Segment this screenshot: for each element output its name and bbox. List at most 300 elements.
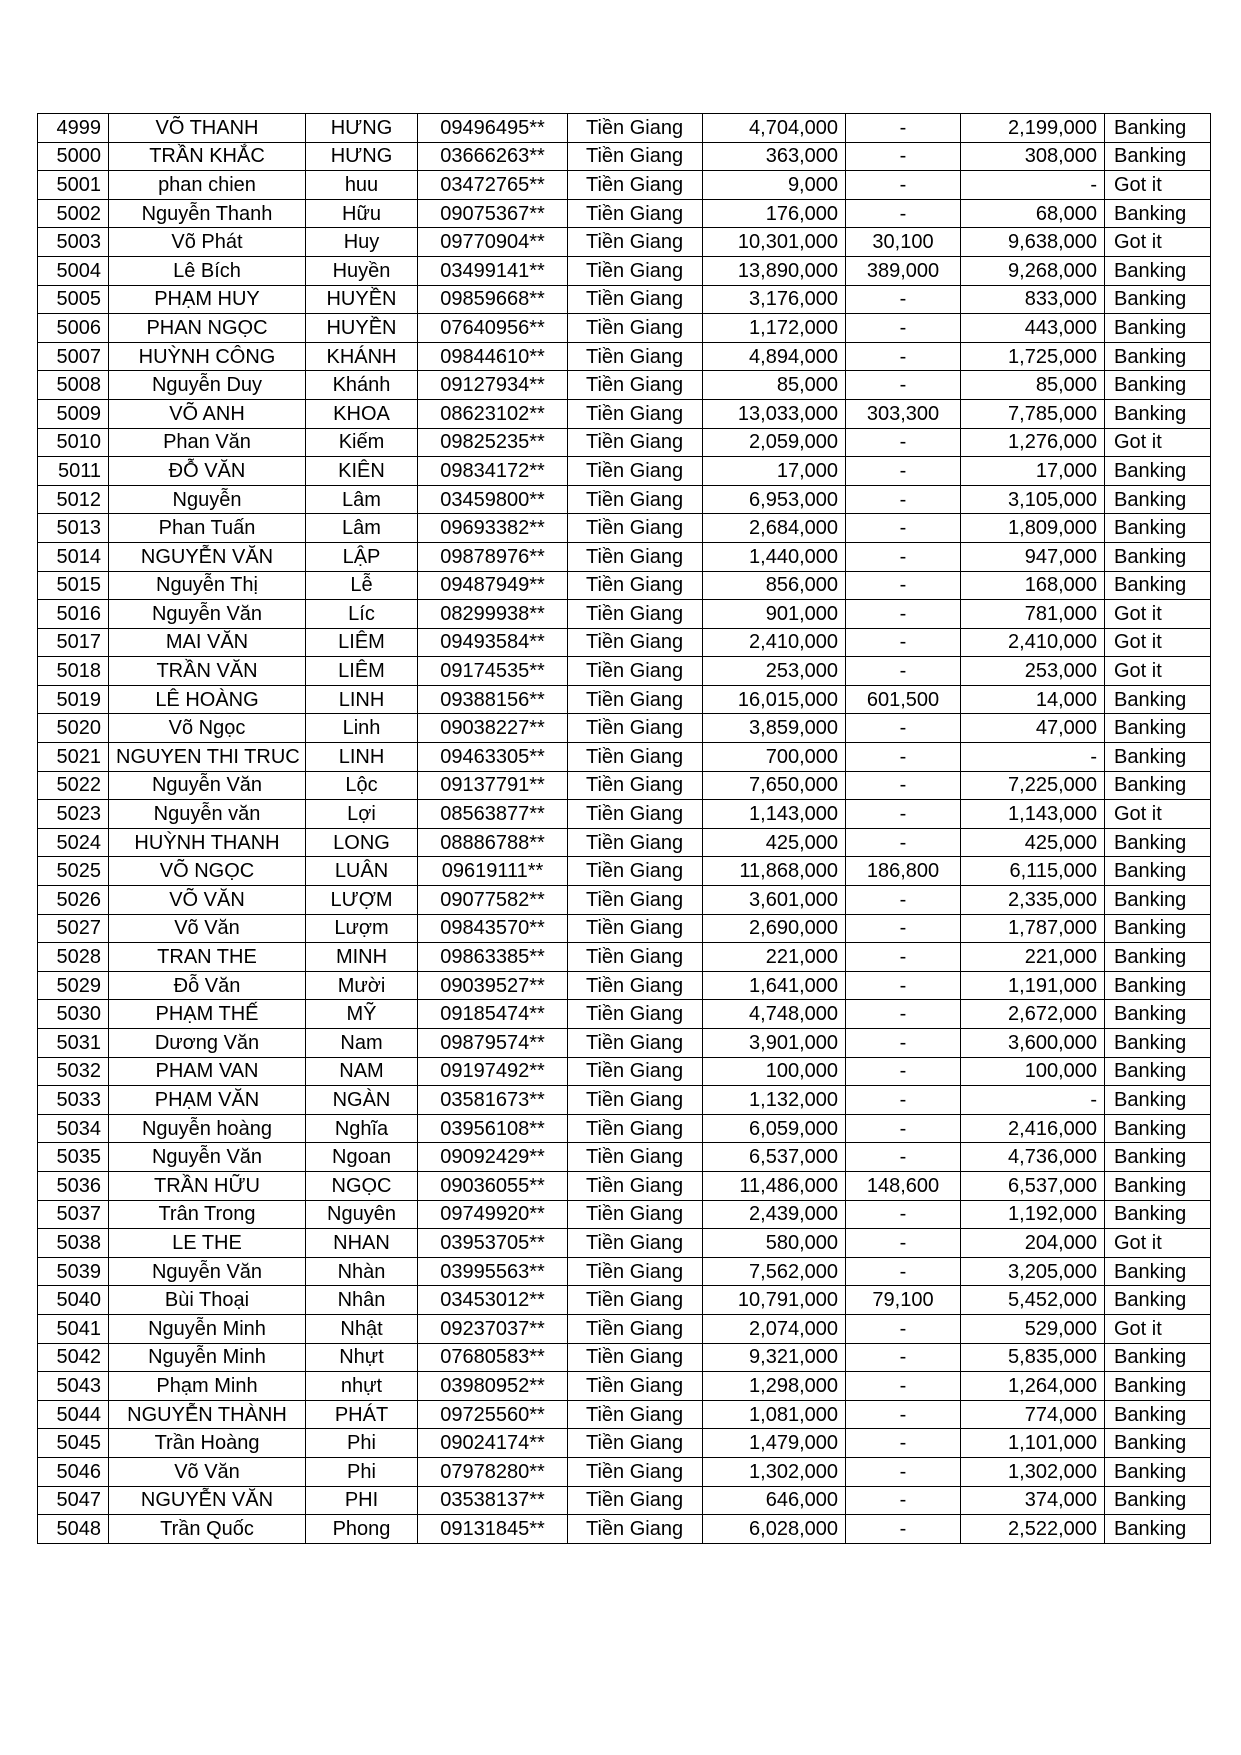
cell-last-name: Lê Bích bbox=[109, 256, 306, 285]
cell-amount-paid: 1,302,000 bbox=[961, 1457, 1105, 1486]
cell-id: 5038 bbox=[38, 1229, 109, 1258]
cell-first-name: Nghĩa bbox=[306, 1114, 418, 1143]
table-row bbox=[38, 199, 1211, 228]
cell-amount-paid: 1,809,000 bbox=[961, 514, 1105, 543]
cell-amount-paid: 204,000 bbox=[961, 1229, 1105, 1258]
cell-last-name: Võ Văn bbox=[109, 914, 306, 943]
cell-payment-method: Banking bbox=[1105, 399, 1211, 428]
cell-province: Tiền Giang bbox=[568, 685, 703, 714]
cell-id: 5004 bbox=[38, 256, 109, 285]
cell-phone: 09039527** bbox=[418, 971, 568, 1000]
cell-id: 5011 bbox=[38, 457, 109, 486]
cell-first-name: HƯNG bbox=[306, 142, 418, 171]
table-row bbox=[38, 285, 1211, 314]
cell-amount-total: 6,059,000 bbox=[703, 1114, 846, 1143]
cell-amount-deduction: - bbox=[846, 1314, 961, 1343]
cell-amount-paid: 2,672,000 bbox=[961, 1000, 1105, 1029]
cell-phone: 09075367** bbox=[418, 199, 568, 228]
cell-last-name: HUỲNH THANH bbox=[109, 828, 306, 857]
cell-phone: 09834172** bbox=[418, 457, 568, 486]
cell-payment-method: Banking bbox=[1105, 371, 1211, 400]
cell-phone: 09487949** bbox=[418, 571, 568, 600]
cell-last-name: PHAM VAN bbox=[109, 1057, 306, 1086]
cell-first-name: Huy bbox=[306, 228, 418, 257]
cell-last-name: Nguyễn hoàng bbox=[109, 1114, 306, 1143]
cell-amount-paid: 1,192,000 bbox=[961, 1200, 1105, 1229]
cell-payment-method: Banking bbox=[1105, 971, 1211, 1000]
cell-id: 5024 bbox=[38, 828, 109, 857]
cell-first-name: Mười bbox=[306, 971, 418, 1000]
cell-first-name: LUÂN bbox=[306, 857, 418, 886]
cell-amount-total: 3,901,000 bbox=[703, 1029, 846, 1058]
cell-amount-total: 2,684,000 bbox=[703, 514, 846, 543]
cell-first-name: Khánh bbox=[306, 371, 418, 400]
cell-amount-deduction: - bbox=[846, 886, 961, 915]
table-row bbox=[38, 371, 1211, 400]
cell-phone: 08299938** bbox=[418, 600, 568, 629]
cell-phone: 09463305** bbox=[418, 743, 568, 772]
cell-first-name: Lâm bbox=[306, 485, 418, 514]
cell-last-name: Võ Văn bbox=[109, 1457, 306, 1486]
table-row bbox=[38, 256, 1211, 285]
cell-id: 5045 bbox=[38, 1429, 109, 1458]
cell-payment-method: Banking bbox=[1105, 485, 1211, 514]
cell-payment-method: Banking bbox=[1105, 571, 1211, 600]
table-row bbox=[38, 943, 1211, 972]
cell-id: 5022 bbox=[38, 771, 109, 800]
table-row bbox=[38, 657, 1211, 686]
cell-amount-paid: - bbox=[961, 171, 1105, 200]
table-row bbox=[38, 1029, 1211, 1058]
table-row bbox=[38, 743, 1211, 772]
table-row bbox=[38, 399, 1211, 428]
cell-payment-method: Banking bbox=[1105, 285, 1211, 314]
cell-last-name: Trần Hoàng bbox=[109, 1429, 306, 1458]
cell-last-name: PHẠM THẾ bbox=[109, 1000, 306, 1029]
cell-amount-total: 6,537,000 bbox=[703, 1143, 846, 1172]
cell-first-name: Hữu bbox=[306, 199, 418, 228]
cell-id: 5034 bbox=[38, 1114, 109, 1143]
cell-first-name: HUYỀN bbox=[306, 314, 418, 343]
cell-province: Tiền Giang bbox=[568, 828, 703, 857]
cell-id: 5012 bbox=[38, 485, 109, 514]
cell-amount-total: 6,953,000 bbox=[703, 485, 846, 514]
cell-last-name: NGUYEN THI TRUC bbox=[109, 743, 306, 772]
cell-payment-method: Banking bbox=[1105, 256, 1211, 285]
cell-first-name: Nguyên bbox=[306, 1200, 418, 1229]
cell-amount-deduction: 148,600 bbox=[846, 1171, 961, 1200]
cell-phone: 03581673** bbox=[418, 1086, 568, 1115]
cell-phone: 03538137** bbox=[418, 1486, 568, 1515]
cell-amount-total: 856,000 bbox=[703, 571, 846, 600]
cell-first-name: Phi bbox=[306, 1457, 418, 1486]
cell-amount-paid: 529,000 bbox=[961, 1314, 1105, 1343]
table-row bbox=[38, 1257, 1211, 1286]
cell-amount-paid: 1,787,000 bbox=[961, 914, 1105, 943]
cell-first-name: Huyền bbox=[306, 256, 418, 285]
cell-province: Tiền Giang bbox=[568, 285, 703, 314]
cell-payment-method: Banking bbox=[1105, 1200, 1211, 1229]
cell-province: Tiền Giang bbox=[568, 399, 703, 428]
cell-payment-method: Banking bbox=[1105, 199, 1211, 228]
cell-id: 5026 bbox=[38, 886, 109, 915]
cell-last-name: VÕ ANH bbox=[109, 399, 306, 428]
cell-amount-total: 13,033,000 bbox=[703, 399, 846, 428]
cell-amount-total: 17,000 bbox=[703, 457, 846, 486]
cell-amount-total: 2,074,000 bbox=[703, 1314, 846, 1343]
cell-province: Tiền Giang bbox=[568, 1429, 703, 1458]
cell-amount-total: 4,704,000 bbox=[703, 114, 846, 143]
cell-amount-paid: 947,000 bbox=[961, 542, 1105, 571]
cell-first-name: Lượm bbox=[306, 914, 418, 943]
table-row bbox=[38, 800, 1211, 829]
cell-last-name: MAI VĂN bbox=[109, 628, 306, 657]
cell-amount-total: 7,650,000 bbox=[703, 771, 846, 800]
cell-province: Tiền Giang bbox=[568, 657, 703, 686]
cell-amount-total: 11,868,000 bbox=[703, 857, 846, 886]
cell-first-name: PHI bbox=[306, 1486, 418, 1515]
cell-province: Tiền Giang bbox=[568, 743, 703, 772]
cell-phone: 09879574** bbox=[418, 1029, 568, 1058]
cell-first-name: NGỌC bbox=[306, 1171, 418, 1200]
cell-amount-paid: 2,335,000 bbox=[961, 886, 1105, 915]
cell-phone: 09749920** bbox=[418, 1200, 568, 1229]
cell-first-name: LIÊM bbox=[306, 657, 418, 686]
cell-amount-deduction: - bbox=[846, 1229, 961, 1258]
cell-province: Tiền Giang bbox=[568, 457, 703, 486]
table-row bbox=[38, 828, 1211, 857]
cell-phone: 03953705** bbox=[418, 1229, 568, 1258]
cell-payment-method: Got it bbox=[1105, 1229, 1211, 1258]
cell-phone: 09770904** bbox=[418, 228, 568, 257]
cell-payment-method: Banking bbox=[1105, 1343, 1211, 1372]
cell-province: Tiền Giang bbox=[568, 1114, 703, 1143]
cell-amount-total: 6,028,000 bbox=[703, 1515, 846, 1544]
table-row bbox=[38, 600, 1211, 629]
table-row bbox=[38, 1114, 1211, 1143]
cell-amount-paid: 3,600,000 bbox=[961, 1029, 1105, 1058]
cell-id: 5036 bbox=[38, 1171, 109, 1200]
cell-last-name: Nguyễn Văn bbox=[109, 1143, 306, 1172]
cell-amount-paid: 774,000 bbox=[961, 1400, 1105, 1429]
cell-first-name: NAM bbox=[306, 1057, 418, 1086]
cell-first-name: LƯỢM bbox=[306, 886, 418, 915]
cell-amount-deduction: - bbox=[846, 485, 961, 514]
cell-payment-method: Banking bbox=[1105, 914, 1211, 943]
cell-amount-deduction: 601,500 bbox=[846, 685, 961, 714]
cell-first-name: Kiếm bbox=[306, 428, 418, 457]
cell-amount-total: 11,486,000 bbox=[703, 1171, 846, 1200]
cell-first-name: Líc bbox=[306, 600, 418, 629]
cell-amount-deduction: - bbox=[846, 828, 961, 857]
cell-last-name: Phan Tuấn bbox=[109, 514, 306, 543]
cell-province: Tiền Giang bbox=[568, 800, 703, 829]
cell-id: 5001 bbox=[38, 171, 109, 200]
cell-province: Tiền Giang bbox=[568, 371, 703, 400]
cell-amount-deduction: - bbox=[846, 1400, 961, 1429]
cell-amount-total: 2,059,000 bbox=[703, 428, 846, 457]
cell-amount-deduction: - bbox=[846, 1486, 961, 1515]
cell-province: Tiền Giang bbox=[568, 1171, 703, 1200]
cell-last-name: VÕ VĂN bbox=[109, 886, 306, 915]
table-row bbox=[38, 1143, 1211, 1172]
cell-phone: 09843570** bbox=[418, 914, 568, 943]
cell-province: Tiền Giang bbox=[568, 1457, 703, 1486]
cell-first-name: KHOA bbox=[306, 399, 418, 428]
cell-amount-deduction: - bbox=[846, 457, 961, 486]
cell-province: Tiền Giang bbox=[568, 943, 703, 972]
table-row bbox=[38, 485, 1211, 514]
cell-province: Tiền Giang bbox=[568, 1400, 703, 1429]
cell-amount-deduction: - bbox=[846, 914, 961, 943]
cell-payment-method: Banking bbox=[1105, 857, 1211, 886]
cell-amount-paid: 4,736,000 bbox=[961, 1143, 1105, 1172]
table-row bbox=[38, 542, 1211, 571]
table-row bbox=[38, 1000, 1211, 1029]
cell-amount-total: 4,894,000 bbox=[703, 342, 846, 371]
cell-province: Tiền Giang bbox=[568, 1314, 703, 1343]
cell-amount-paid: 2,416,000 bbox=[961, 1114, 1105, 1143]
cell-amount-paid: - bbox=[961, 743, 1105, 772]
cell-phone: 09825235** bbox=[418, 428, 568, 457]
cell-amount-deduction: - bbox=[846, 314, 961, 343]
cell-phone: 03459800** bbox=[418, 485, 568, 514]
cell-last-name: Nguyễn Minh bbox=[109, 1343, 306, 1372]
cell-phone: 07640956** bbox=[418, 314, 568, 343]
cell-amount-deduction: - bbox=[846, 371, 961, 400]
cell-phone: 07680583** bbox=[418, 1343, 568, 1372]
cell-amount-total: 9,321,000 bbox=[703, 1343, 846, 1372]
cell-last-name: PHAN NGỌC bbox=[109, 314, 306, 343]
cell-phone: 09197492** bbox=[418, 1057, 568, 1086]
table-row bbox=[38, 114, 1211, 143]
table-row bbox=[38, 857, 1211, 886]
cell-id: 5017 bbox=[38, 628, 109, 657]
cell-phone: 03980952** bbox=[418, 1372, 568, 1401]
cell-first-name: MỸ bbox=[306, 1000, 418, 1029]
cell-payment-method: Banking bbox=[1105, 1372, 1211, 1401]
cell-amount-deduction: - bbox=[846, 743, 961, 772]
cell-id: 5028 bbox=[38, 943, 109, 972]
cell-last-name: NGUYỄN THÀNH bbox=[109, 1400, 306, 1429]
cell-phone: 09493584** bbox=[418, 628, 568, 657]
cell-payment-method: Got it bbox=[1105, 1314, 1211, 1343]
cell-id: 5040 bbox=[38, 1286, 109, 1315]
cell-province: Tiền Giang bbox=[568, 485, 703, 514]
table-row bbox=[38, 1400, 1211, 1429]
cell-first-name: Nhân bbox=[306, 1286, 418, 1315]
cell-amount-deduction: - bbox=[846, 171, 961, 200]
cell-phone: 09725560** bbox=[418, 1400, 568, 1429]
table-row bbox=[38, 228, 1211, 257]
cell-last-name: PHẠM VĂN bbox=[109, 1086, 306, 1115]
cell-province: Tiền Giang bbox=[568, 199, 703, 228]
cell-amount-deduction: 389,000 bbox=[846, 256, 961, 285]
cell-amount-paid: 443,000 bbox=[961, 314, 1105, 343]
cell-last-name: Nguyễn văn bbox=[109, 800, 306, 829]
cell-payment-method: Got it bbox=[1105, 628, 1211, 657]
cell-last-name: VÕ NGỌC bbox=[109, 857, 306, 886]
cell-last-name: Trân Trong bbox=[109, 1200, 306, 1229]
cell-payment-method: Banking bbox=[1105, 1400, 1211, 1429]
table-row bbox=[38, 457, 1211, 486]
cell-id: 5002 bbox=[38, 199, 109, 228]
cell-phone: 03499141** bbox=[418, 256, 568, 285]
cell-first-name: Nhựt bbox=[306, 1343, 418, 1372]
cell-amount-paid: 2,410,000 bbox=[961, 628, 1105, 657]
table-row bbox=[38, 914, 1211, 943]
cell-payment-method: Banking bbox=[1105, 1057, 1211, 1086]
cell-amount-paid: 374,000 bbox=[961, 1486, 1105, 1515]
cell-province: Tiền Giang bbox=[568, 1086, 703, 1115]
cell-province: Tiền Giang bbox=[568, 971, 703, 1000]
cell-last-name: Nguyễn Thanh bbox=[109, 199, 306, 228]
cell-last-name: Bùi Thoại bbox=[109, 1286, 306, 1315]
cell-amount-paid: 221,000 bbox=[961, 943, 1105, 972]
cell-payment-method: Banking bbox=[1105, 457, 1211, 486]
cell-amount-deduction: - bbox=[846, 542, 961, 571]
cell-phone: 09127934** bbox=[418, 371, 568, 400]
cell-id: 5035 bbox=[38, 1143, 109, 1172]
cell-amount-deduction: - bbox=[846, 1372, 961, 1401]
cell-phone: 09092429** bbox=[418, 1143, 568, 1172]
cell-id: 5048 bbox=[38, 1515, 109, 1544]
cell-amount-deduction: - bbox=[846, 342, 961, 371]
cell-amount-deduction: - bbox=[846, 1200, 961, 1229]
cell-phone: 09131845** bbox=[418, 1515, 568, 1544]
cell-last-name: Đỗ Văn bbox=[109, 971, 306, 1000]
cell-payment-method: Banking bbox=[1105, 1286, 1211, 1315]
cell-payment-method: Banking bbox=[1105, 1114, 1211, 1143]
cell-payment-method: Got it bbox=[1105, 657, 1211, 686]
cell-last-name: Phạm Minh bbox=[109, 1372, 306, 1401]
table-row bbox=[38, 428, 1211, 457]
cell-last-name: VÕ THANH bbox=[109, 114, 306, 143]
cell-province: Tiền Giang bbox=[568, 542, 703, 571]
table-row bbox=[38, 1200, 1211, 1229]
cell-last-name: TRAN THE bbox=[109, 943, 306, 972]
cell-payment-method: Banking bbox=[1105, 1171, 1211, 1200]
cell-amount-deduction: - bbox=[846, 657, 961, 686]
cell-id: 5032 bbox=[38, 1057, 109, 1086]
cell-id: 5023 bbox=[38, 800, 109, 829]
cell-payment-method: Banking bbox=[1105, 1457, 1211, 1486]
cell-phone: 09174535** bbox=[418, 657, 568, 686]
cell-province: Tiền Giang bbox=[568, 342, 703, 371]
cell-id: 5029 bbox=[38, 971, 109, 1000]
cell-id: 5015 bbox=[38, 571, 109, 600]
table-row bbox=[38, 314, 1211, 343]
table-body bbox=[38, 114, 1211, 1544]
cell-id: 5033 bbox=[38, 1086, 109, 1115]
cell-amount-total: 2,439,000 bbox=[703, 1200, 846, 1229]
cell-amount-paid: 7,785,000 bbox=[961, 399, 1105, 428]
cell-id: 5018 bbox=[38, 657, 109, 686]
cell-first-name: huu bbox=[306, 171, 418, 200]
cell-amount-total: 10,301,000 bbox=[703, 228, 846, 257]
cell-last-name: TRẦN KHẮC bbox=[109, 142, 306, 171]
cell-phone: 09496495** bbox=[418, 114, 568, 143]
table-row bbox=[38, 1372, 1211, 1401]
cell-amount-total: 363,000 bbox=[703, 142, 846, 171]
cell-first-name: Nhật bbox=[306, 1314, 418, 1343]
cell-province: Tiền Giang bbox=[568, 228, 703, 257]
cell-payment-method: Banking bbox=[1105, 743, 1211, 772]
cell-phone: 03995563** bbox=[418, 1257, 568, 1286]
cell-last-name: phan chien bbox=[109, 171, 306, 200]
cell-amount-paid: 1,101,000 bbox=[961, 1429, 1105, 1458]
cell-amount-deduction: - bbox=[846, 943, 961, 972]
cell-last-name: Nguyễn Thị bbox=[109, 571, 306, 600]
cell-first-name: Phi bbox=[306, 1429, 418, 1458]
table-row bbox=[38, 1429, 1211, 1458]
cell-id: 5037 bbox=[38, 1200, 109, 1229]
table-row bbox=[38, 1486, 1211, 1515]
cell-province: Tiền Giang bbox=[568, 600, 703, 629]
cell-amount-deduction: - bbox=[846, 1143, 961, 1172]
cell-payment-method: Banking bbox=[1105, 142, 1211, 171]
cell-amount-paid: 17,000 bbox=[961, 457, 1105, 486]
cell-phone: 09137791** bbox=[418, 771, 568, 800]
cell-phone: 08563877** bbox=[418, 800, 568, 829]
table-row bbox=[38, 886, 1211, 915]
table-row bbox=[38, 971, 1211, 1000]
cell-province: Tiền Giang bbox=[568, 1000, 703, 1029]
cell-id: 5010 bbox=[38, 428, 109, 457]
cell-amount-total: 700,000 bbox=[703, 743, 846, 772]
cell-phone: 09878976** bbox=[418, 542, 568, 571]
cell-id: 5046 bbox=[38, 1457, 109, 1486]
cell-province: Tiền Giang bbox=[568, 1372, 703, 1401]
cell-amount-paid: 14,000 bbox=[961, 685, 1105, 714]
table-row bbox=[38, 714, 1211, 743]
cell-amount-total: 3,859,000 bbox=[703, 714, 846, 743]
table-row bbox=[38, 1515, 1211, 1544]
cell-id: 5020 bbox=[38, 714, 109, 743]
cell-province: Tiền Giang bbox=[568, 1343, 703, 1372]
cell-province: Tiền Giang bbox=[568, 771, 703, 800]
cell-amount-total: 10,791,000 bbox=[703, 1286, 846, 1315]
cell-last-name: ĐỖ VĂN bbox=[109, 457, 306, 486]
cell-amount-paid: 85,000 bbox=[961, 371, 1105, 400]
cell-id: 5005 bbox=[38, 285, 109, 314]
table-row bbox=[38, 342, 1211, 371]
cell-first-name: Lộc bbox=[306, 771, 418, 800]
cell-province: Tiền Giang bbox=[568, 1229, 703, 1258]
cell-payment-method: Banking bbox=[1105, 1143, 1211, 1172]
cell-first-name: NGÀN bbox=[306, 1086, 418, 1115]
cell-amount-paid: 3,105,000 bbox=[961, 485, 1105, 514]
cell-amount-total: 901,000 bbox=[703, 600, 846, 629]
cell-province: Tiền Giang bbox=[568, 256, 703, 285]
cell-amount-total: 425,000 bbox=[703, 828, 846, 857]
cell-amount-total: 7,562,000 bbox=[703, 1257, 846, 1286]
cell-province: Tiền Giang bbox=[568, 142, 703, 171]
cell-amount-deduction: 303,300 bbox=[846, 399, 961, 428]
cell-amount-paid: 3,205,000 bbox=[961, 1257, 1105, 1286]
cell-amount-deduction: - bbox=[846, 1515, 961, 1544]
cell-id: 5027 bbox=[38, 914, 109, 943]
cell-first-name: LONG bbox=[306, 828, 418, 857]
cell-amount-deduction: - bbox=[846, 285, 961, 314]
table-row bbox=[38, 771, 1211, 800]
cell-phone: 09388156** bbox=[418, 685, 568, 714]
cell-amount-deduction: - bbox=[846, 1086, 961, 1115]
cell-province: Tiền Giang bbox=[568, 1486, 703, 1515]
cell-province: Tiền Giang bbox=[568, 114, 703, 143]
cell-phone: 03472765** bbox=[418, 171, 568, 200]
cell-payment-method: Banking bbox=[1105, 886, 1211, 915]
